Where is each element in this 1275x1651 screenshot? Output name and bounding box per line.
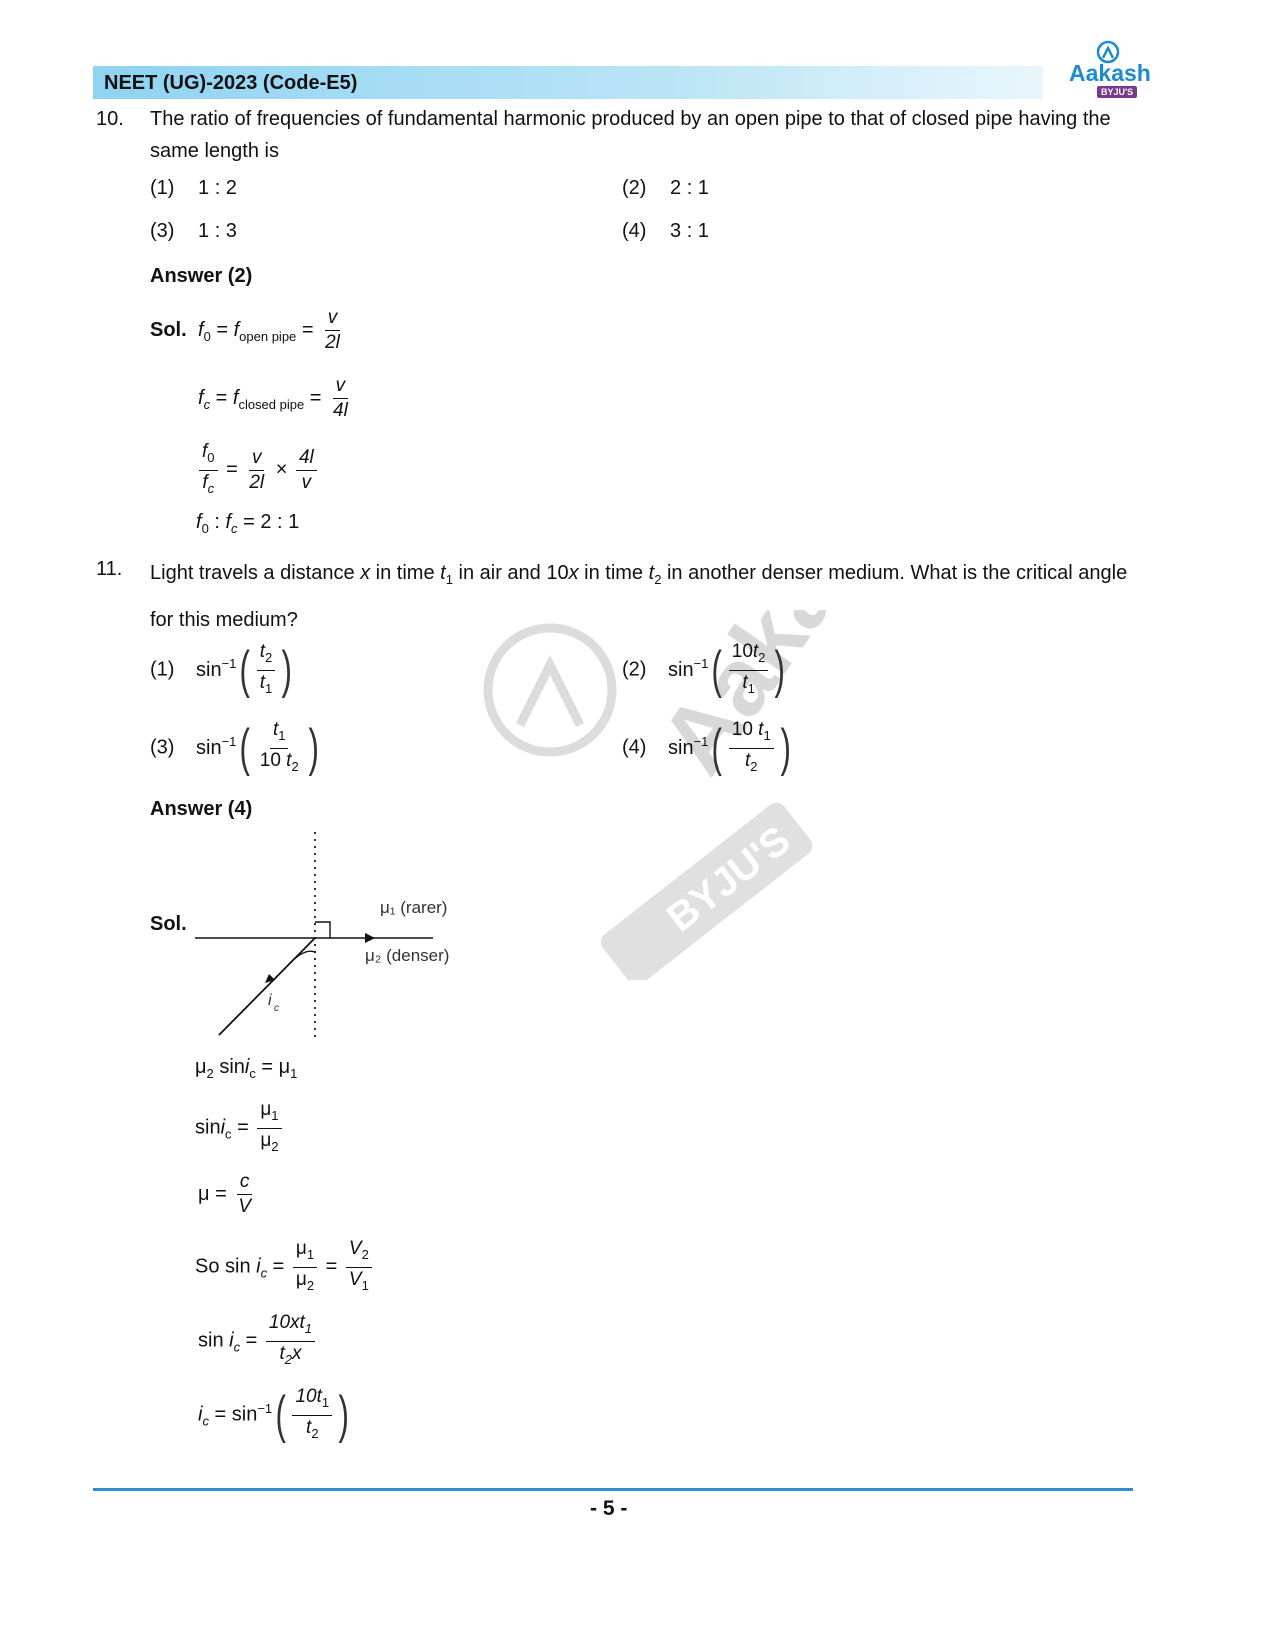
q10-option-2: [622, 174, 709, 202]
option-number: (2): [622, 658, 647, 681]
mu1-label: μ₁ (rarer): [380, 898, 448, 917]
incident-arrowhead: [265, 974, 275, 983]
q11-step4: So $\sin i_c$ = $\frac{\mu_1}{\mu_2}$ = $\frac{V_2}{V_1}$: [195, 1237, 375, 1298]
header-title: NEET (UG)-2023 (Code-E5): [104, 72, 358, 94]
q10-answer: Answer (2): [150, 265, 253, 287]
q10-text-line2: same length is: [150, 140, 279, 162]
q10-text-line1: The ratio of frequencies of fundamental harmonic produced by an open pipe to that of closed pipe having the: [150, 108, 1111, 130]
q11-text-line1: Light travels a distance x in time $t_1$ in air and 10x in time $t_2$ in another denser medium. What is the critical angle: [150, 562, 1128, 587]
option-value: 1 : 3: [198, 220, 237, 242]
q11-sol-label: Sol.: [150, 913, 187, 935]
q11-step5: $\sin i_c$ = $\frac{10xt_1}{t_2x}$: [198, 1311, 318, 1372]
option-value: 2 : 1: [670, 177, 709, 199]
refraction-diagram: [195, 830, 465, 1045]
logo-badge: BYJU'S: [1097, 86, 1137, 98]
option-number: (3): [150, 220, 175, 242]
q11-option-1: (1) $\sin^{-1}$( $\frac{t_2}{t_1}$ ): [150, 641, 293, 700]
q10-option-4: [622, 217, 709, 245]
aakash-logo: [1065, 40, 1155, 102]
logo-brand: Aakash: [1069, 60, 1151, 86]
q10-sol-final: $f_0$ : $f_c = 2$ : 1: [196, 511, 300, 536]
option-number: (1): [150, 177, 175, 199]
option-number: (3): [150, 736, 175, 759]
q10-sol-eq3: $\frac{f_0}{f_c}$ = $\frac{v}{2l}$ × $\frac{4l}{v}$: [196, 440, 320, 501]
q11-option-3: (3) $\sin^{-1}$( $\frac{t_1}{10 t_2}$ ): [150, 719, 319, 778]
angle-label: i: [268, 992, 272, 1009]
q11-option-4: (4) $\sin^{-1}$( $\frac{10 t_1}{t_2}$ ): [622, 719, 791, 778]
q11-number: 11.: [96, 558, 123, 580]
q11-text: [150, 559, 1130, 634]
q11-text-line2: for this medium?: [150, 609, 298, 631]
angle-label-sub: c: [274, 1003, 279, 1014]
q11-option-2: (2) $\sin^{-1}$( $\frac{10t_2}{t_1}$ ): [622, 641, 786, 700]
q10-sol-eq2: $f_c = f_{closed pipe}$ = $\frac{v}{4l}$: [198, 375, 348, 421]
q10-option-1: [150, 174, 237, 202]
option-number: (2): [622, 177, 647, 199]
q11-step3: μ = $\frac{c}{V}$: [198, 1171, 252, 1217]
q11-step2: sini$_c$ = $\frac{\mu_1}{\mu_2}$: [195, 1098, 285, 1159]
angle-arc: [290, 951, 315, 963]
right-angle-mark: [315, 922, 330, 938]
refracted-arrowhead: [365, 933, 375, 943]
q10-number: 10.: [96, 108, 124, 130]
option-number: (4): [622, 736, 647, 759]
page-number: - 5 -: [590, 1497, 628, 1520]
q10-option-3: [150, 217, 237, 245]
q10-sol-label: Sol.: [150, 319, 187, 341]
q11-answer: Answer (4): [150, 798, 253, 820]
option-number: (4): [622, 220, 647, 242]
q11-step6: $i_c = \sin^{-1}$( $\frac{10t_1}{t_2}$ ): [198, 1386, 349, 1445]
q11-step1: $\mu_2$ $\sin i_c = \mu_1$: [195, 1056, 298, 1081]
option-value: 3 : 1: [670, 220, 709, 242]
incident-ray: [219, 938, 315, 1035]
option-value: 1 : 2: [198, 177, 237, 199]
option-number: (1): [150, 658, 175, 681]
q10-sol-eq1: $f_0 = f_{open pipe}$ = $\frac{v}{2l}$: [198, 307, 340, 353]
footer-divider: [93, 1488, 1133, 1491]
watermark-brand: Aakash: [639, 610, 870, 793]
watermark-sub: BYJU'S: [658, 817, 799, 941]
q10-text: [150, 105, 1130, 165]
mu2-label: μ₂ (denser): [365, 946, 450, 965]
